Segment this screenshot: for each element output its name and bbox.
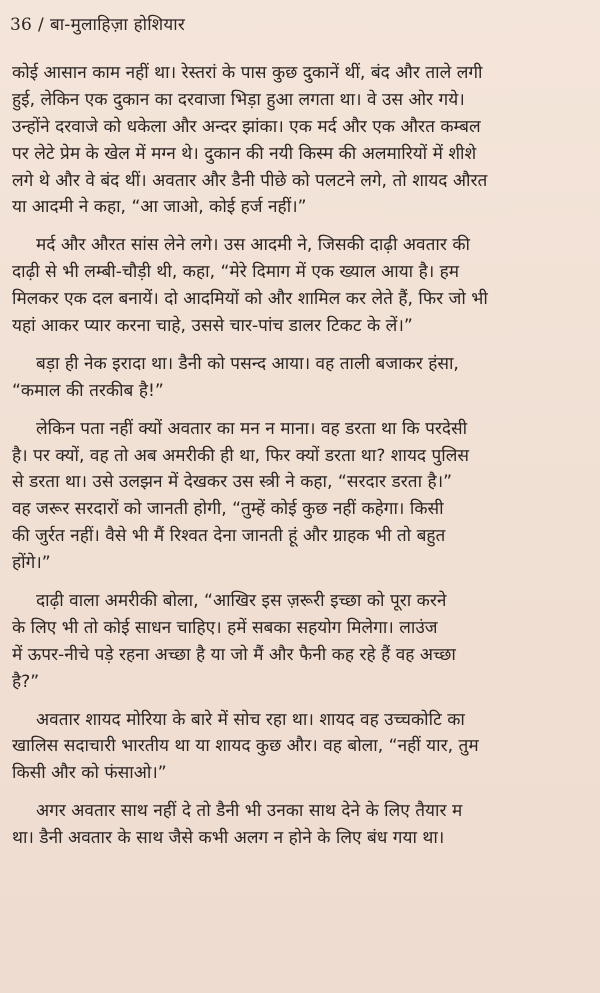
text-line: वह जरूर सरदारों को जानती होगी, “तुम्हें कोई कुछ नहीं कहेगा। किसी [12,499,444,520]
page-number: 36 [10,15,33,35]
text-line: की जुर्रत नहीं। वैसे भी मैं रिश्वत देना जानती हूं और ग्राहक भी तो बहुत [12,526,446,547]
text-line: है?” [12,671,40,692]
text-line: था। डैनी अवतार के साथ जैसे कभी अलग न होने के लिए बंध गया था। [12,828,445,849]
text-line: पर लेटे प्रेम के खेल में मग्न थे। दुकान की नयी किस्म की अलमारियों में शीशे [12,143,477,164]
text-line: से डरता था। उसे उलझन में देखकर उस स्त्री ने कहा, “सरदार डरता है।” [12,472,453,493]
text-line: कोई आसान काम नहीं था। रेस्तरां के पास कुछ दुकानें थीं, बंद और ताले लगी [12,63,483,83]
paragraph-6 [12,707,588,788]
text-line: है। पर क्यों, वह तो अब अमरीकी ही था, फिर क्यों डरता था? शायद पुलिस [12,445,469,466]
paragraph-4 [12,416,588,577]
book-title: बा-मुलाहिज़ा होशियार [49,15,185,35]
text-line: लगे थे और वे बंद थीं। अवतार और डैनी पीछे को पलटने लगे, तो शायद औरत [12,170,488,191]
text-line: मर्द और औरत सांस लेने लगे। उस आदमी ने, जिसकी दाढ़ी अवतार की [36,235,470,256]
text-line: उन्होंने दरवाजे को धकेला और अन्दर झांका। एक मर्द और एक औरत कम्बल [12,116,481,137]
header-separator: / [38,15,44,35]
text-line: खालिस सदाचारी भारतीय था या शायद कुछ और। वह बोला, “नहीं यार, तुम [12,736,479,757]
paragraph-5 [12,588,588,696]
paragraph-7 [12,798,588,852]
paragraph-1 [12,60,588,221]
running-header [10,12,185,35]
text-line: लेकिन पता नहीं क्यों अवतार का मन न माना। वह डरता था कि परदेसी [36,418,468,439]
text-line: बड़ा ही नेक इरादा था। डैनी को पसन्द आया। वह ताली बजाकर हंसा, [36,353,459,374]
paragraph-3 [12,351,588,405]
text-line: यहां आकर प्यार करना चाहे, उससे चार-पांच डालर टिकट के लें।” [12,316,413,337]
text-line: में ऊपर-नीचे पड़े रहना अच्छा है या जो मैं और फैनी कह रहे हैं वह अच्छा [12,644,456,665]
text-line: किसी और को फंसाओ।” [12,763,167,784]
text-line: या आदमी ने कहा, “आ जाओ, कोई हर्ज नहीं।” [12,197,307,218]
text-line: के लिए भी तो कोई साधन चाहिए। हमें सबका सहयोग मिलेगा। लाउंज [12,617,438,638]
text-line: दाढ़ी से भी लम्बी-चौड़ी थी, कहा, “मेरे दिमाग में एक ख्याल आया है। हम [12,262,460,283]
paragraph-2 [12,232,588,340]
text-line: “कमाल की तरकीब है!” [12,380,164,401]
text-line: अगर अवतार साथ नहीं दे तो डैनी भी उनका साथ देने के लिए तैयार म [36,801,463,822]
text-line: अवतार शायद मोरिया के बारे में सोच रहा था। शायद वह उच्चकोटि का [36,709,465,730]
text-line: दाढ़ी वाला अमरीकी बोला, “आखिर इस ज़रूरी इच्छा को पूरा करने [36,591,447,612]
body-text [12,60,588,852]
text-line: होंगे।” [12,553,51,574]
text-line: मिलकर एक दल बनायें। दो आदमियों को और शामिल कर लेते हैं, फिर जो भी [12,289,488,310]
text-line: हुई, लेकिन एक दुकान का दरवाजा भिड़ा हुआ लगता था। वे उस ओर गये। [12,89,465,110]
